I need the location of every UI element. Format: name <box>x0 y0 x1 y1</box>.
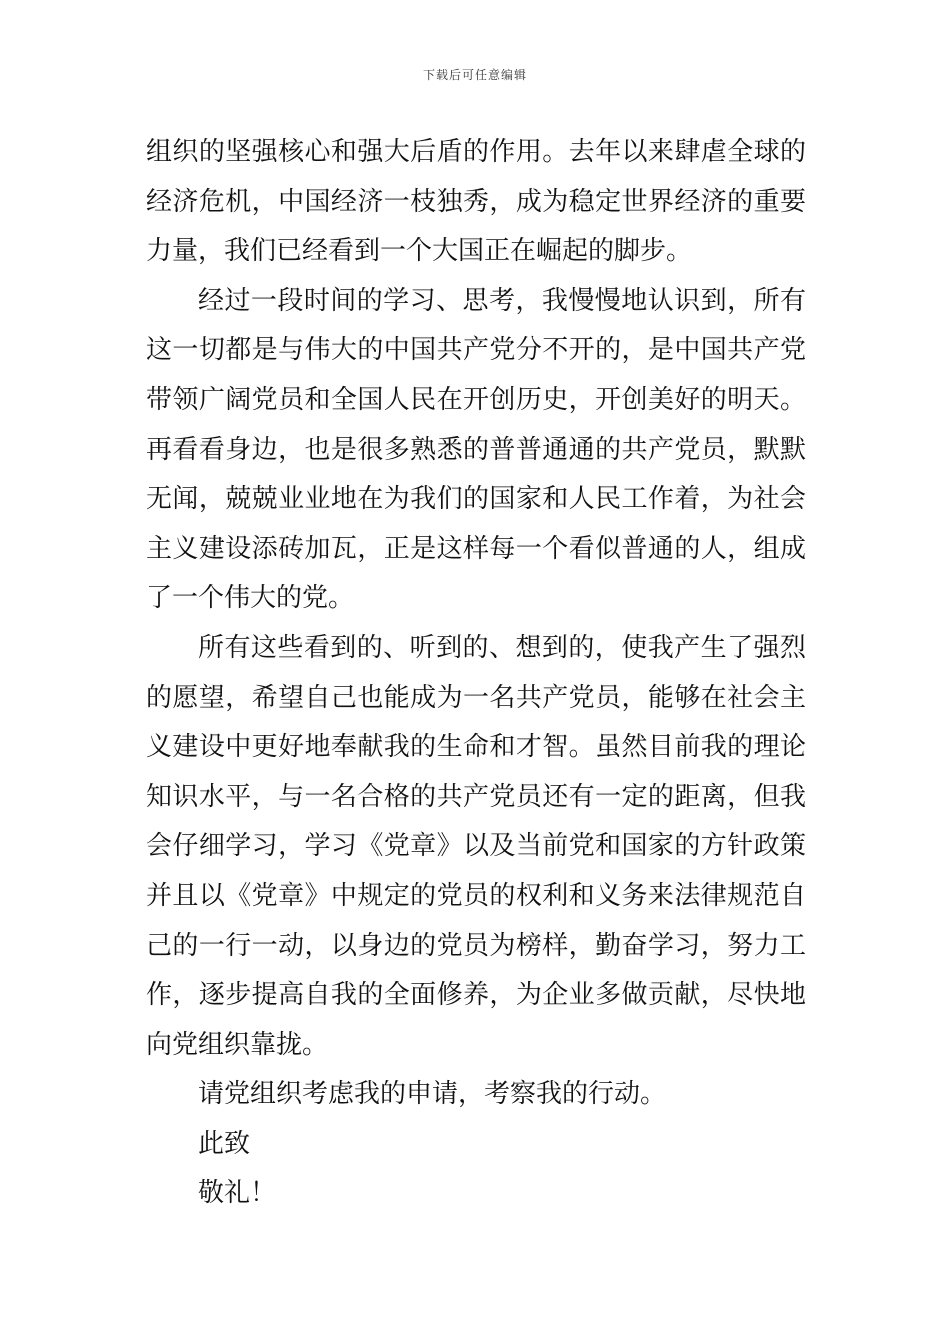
paragraph-realization: 经过一段时间的学习、思考，我慢慢地认识到，所有这一切都是与伟大的中国共产党分不开的，是中国共产党带领广阔党员和全国人民在开创历史，开创美好的明天。再看看身边，也是很多熟悉的普普通通的共产党员，默默无闻，兢兢业业地在为我们的国家和人民工作着，为社会主义建设添砖加瓦，正是这样每一个看似普通的人，组成了一个伟大的党。 <box>146 285 806 614</box>
paragraph-request: 请党组织考虑我的申请，考察我的行动。 <box>198 1079 667 1110</box>
closing-regards: 敬礼！ <box>198 1178 277 1209</box>
paragraph-continuation: 组织的坚强核心和强大后盾的作用。去年以来肆虐全球的经济危机，中国经济一枝独秀，成为稳定世界经济的重要力量，我们已经看到一个大国正在崛起的脚步。 <box>146 137 806 267</box>
closing-salutation: 此致 <box>198 1128 251 1159</box>
paragraph-aspiration: 所有这些看到的、听到的、想到的，使我产生了强烈的愿望，希望自己也能成为一名共产党员，能够在社会主义建设中更好地奉献我的生命和才智。虽然目前我的理论知识水平，与一名合格的共产党员还有一定的距离，但我会仔细学习，学习《党章》以及当前党和国家的方针政策并且以《党章》中规定的党员的权利和义务来法律规范自己的一行一动，以身边的党员为榜样，勤奋学习，努力工作，逐步提高自我的全面修养，为企业多做贡献，尽快地向党组织靠拢。 <box>146 632 806 1060</box>
document-body <box>146 128 806 1219</box>
header-note: 下载后可任意编辑 <box>422 68 527 82</box>
